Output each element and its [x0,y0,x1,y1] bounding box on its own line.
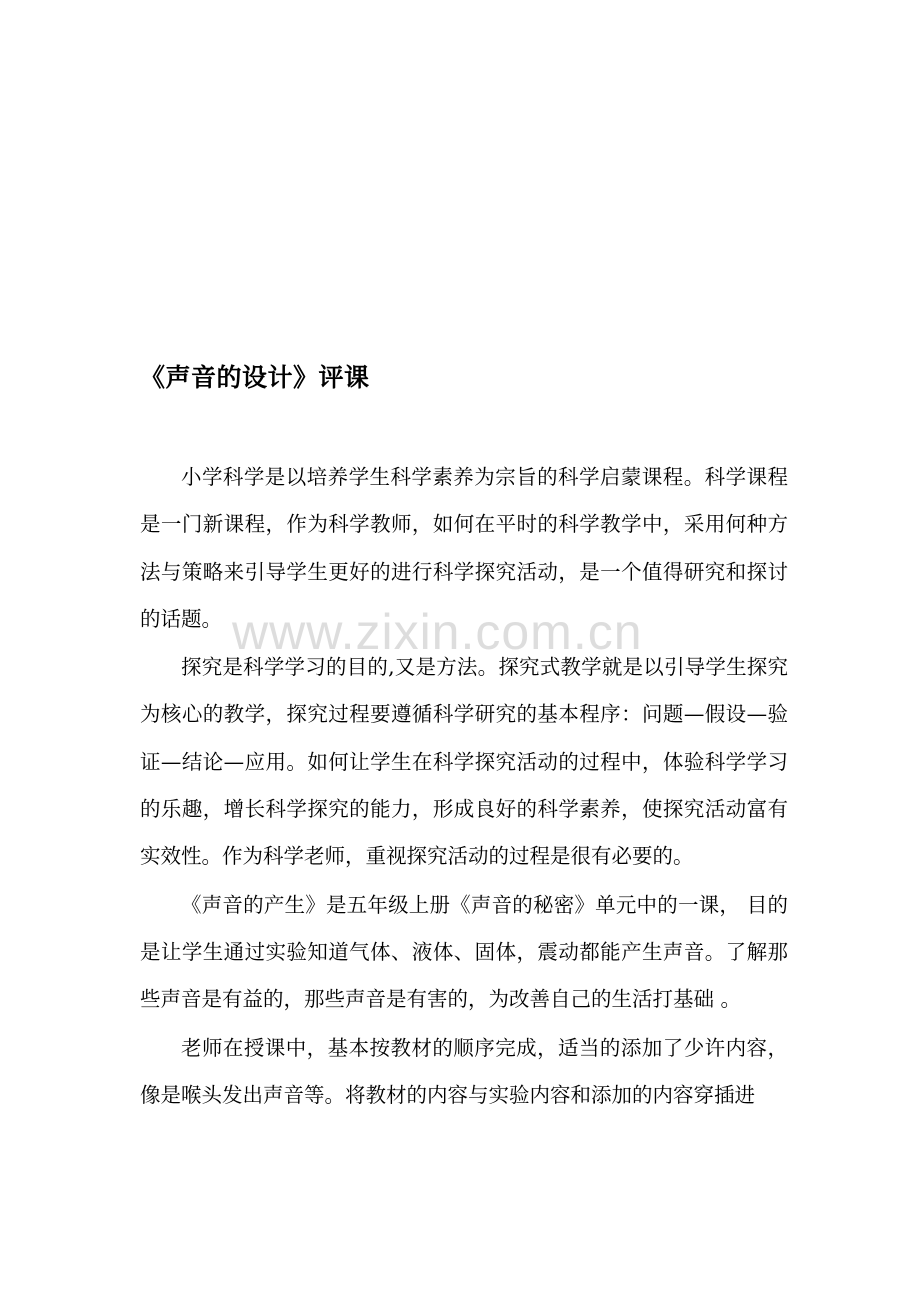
paragraph-1: 小学科学是以培养学生科学素养为宗旨的科学启蒙课程。科学课程是一门新课程，作为科学教师，如何在平时的科学教学中，采用何种方法与策略来引导学生更好的进行科学探究活动，是一个值得研究和探讨的话题。 [140,465,788,631]
paragraph-2: 探究是科学学习的目的,又是方法。探究式教学就是以引导学生探究为核心的教学，探究过程要遵循科学研究的基本程序：问题—假设—验证—结论—应用。如何让学生在科学探究活动的过程中，体验科学学习的乐趣，增长科学探究的能力，形成良好的科学素养，使探究活动富有实效性。作为科学老师，重视探究活动的过程是很有必要的。 [140,655,788,869]
document-title: 《声音的设计》评课 [140,363,370,392]
watermark: www.zixin.com.cn [232,604,643,660]
paragraph-3: 《声音的产生》是五年级上册《声音的秘密》单元中的一课， 目的是让学生通过实验知道气体、液体、固体，震动都能产生声音。了解那些声音是有益的，那些声音是有害的，为改善自己的生活打基础 。 [140,892,788,1012]
document-body [140,454,788,1120]
paragraph-4: 老师在授课中，基本按教材的顺序完成，适当的添加了少许内容，像是喉头发出声音等。将教材的内容与实验内容和添加的内容穿插进 [140,1035,788,1107]
